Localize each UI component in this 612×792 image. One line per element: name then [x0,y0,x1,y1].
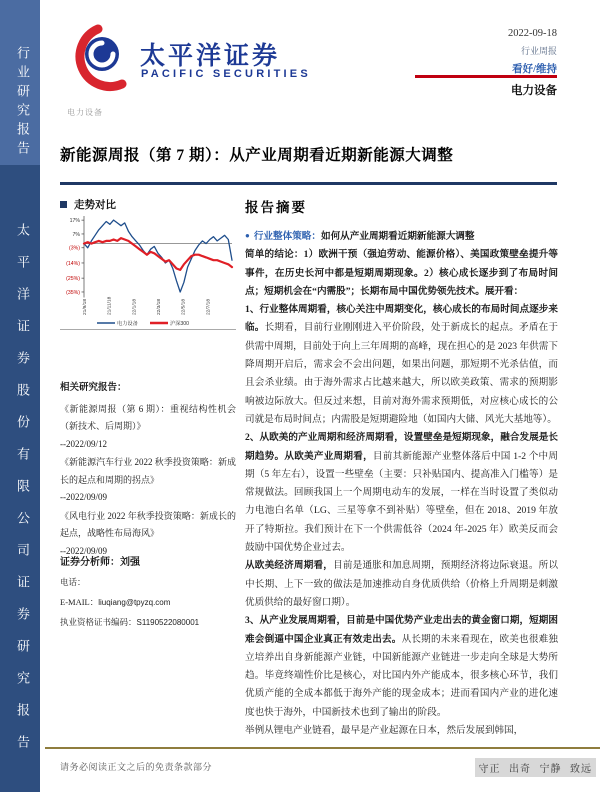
svg-text:21/9/18: 21/9/18 [83,298,88,315]
license-label: 执业资格证书编码： [60,617,137,627]
report-title: 《风电行业 2022 年秋季投资策略：新成长的起点，战略性布局海风》 [60,510,236,538]
svg-text:22/7/18: 22/7/18 [206,298,212,315]
logo-english-name: PACIFIC SECURITIES [141,68,311,80]
chart-divider [60,329,236,330]
svg-text:7%: 7% [72,231,80,238]
left-sidebar [0,0,40,792]
footer-disclaimer: 请务必阅读正文之后的免责条款部分 [60,762,213,772]
license-value: S1190522080001 [136,618,200,627]
phone-label: 电话： [60,577,86,587]
report-type: 行业周报 [520,46,557,56]
report-title: 《新能源周报（第 6 期）：重视结构性机会（新技术、后周期）》 [60,403,236,431]
text-run: 如何从产业周期看近期新能源大调整 [321,231,475,242]
text-run: 长期看，目前行业刚刚进入平价阶段，处于新成长的起点。矛盾在于供需中周期，目前处于向上三年周期的高峰，现在担心的是 2023 年供需下降周期开启后，需求会不会出问题，如果出问题，那短期不光杀估值，而且会杀业绩。由于海外需求占比越来越大，所以欧美政策、需求的预期影响被边际放大。但反过来想，目前对海外需求预期低，对应核心成长的公司就是布局时间点；内需股是短期避险地（如国内大储、风光大基地等）。 [245,322,559,425]
text-run: 从欧美经济周期看， [245,560,334,572]
analyst-phone-row [60,576,236,588]
svg-text:21/11/18: 21/11/18 [107,296,113,315]
report-date: --2022/09/12 [60,438,107,449]
email-label: E-MAIL： [60,597,99,607]
email-value: liuqiang@tpyzq.com [98,598,171,607]
category-label: 电力设备 [67,108,103,117]
svg-text:22/1/18: 22/1/18 [132,298,138,315]
summary-paragraph [245,429,558,557]
page-title: 新能源周报（第 7 期）：从产业周期看近期新能源大调整 [60,147,454,164]
svg-text:电力设备: 电力设备 [117,321,138,327]
summary-paragraph [245,722,558,740]
summary-paragraph [245,301,558,429]
svg-text:22/3/18: 22/3/18 [157,298,162,315]
trend-section-title: 走势对比 [74,200,116,211]
svg-text:17%: 17% [69,217,80,224]
related-reports-heading: 相关研究报告： [60,383,127,393]
text-run: 行业整体策略： [253,231,321,242]
related-reports [60,380,236,561]
title-rule [60,182,557,185]
footer-motto: 守正 出奇 宁静 致远 [475,758,597,777]
svg-text:(14%): (14%) [66,260,80,267]
industry-name: 电力设备 [511,85,557,97]
report-date: --2022/09/09 [60,545,107,556]
rating-underline [415,75,557,78]
svg-text:(35%): (35%) [66,289,80,296]
section-square-bullet [60,201,67,208]
text-run: 目前是通胀和加息周期，预期经济将边际衰退。所以中长期、上下一致的做法是加速推动自身优质供给（价格上升周期是刺激优质供给的最好窗口期）。 [245,560,559,608]
text-run: 2、从欧美的产业周期和经济周期看，设置壁垒是短期现象，融合发展是长期趋势。从欧美产业周期看， [245,432,558,462]
summary-body [245,228,558,740]
sidebar-report-type-label: 行业研究报告 [15,46,30,160]
report-date: 2022-09-18 [508,28,557,39]
text-run: 1、行业整体周期看，核心关注中周期变化，核心成长的布局时间点逐步来临。 [245,304,558,334]
summary-paragraph [245,557,558,612]
sidebar-top-band [0,0,40,165]
summary-paragraph [245,228,558,246]
header-meta [357,28,557,79]
trend-comparison-chart [58,210,238,345]
text-run: 从长期的未来看现在，欧美也很难独立培养出自身新能源产业链，中国新能源产业链进一步走向全球是大势所趋。毕竟终端性价比是核心，对比国内外产能成本，很多核心环节，我们优质产能的全成本都低于海外产能的现金成本；进而看国内产业的进化速度也快于海外，中国新技术也到了输出的阶段。 [245,633,559,718]
svg-text:(25%): (25%) [66,275,80,282]
summary-paragraph [245,246,558,301]
analyst-license-row [60,616,236,628]
rating-badge: 看好/维持 [512,64,557,75]
text-run: 3、从产业发展周期看，目前是中国优势产业走出去的黄金窗口期，短期困难会倒逼中国企业真正有效走出去。 [245,615,558,645]
text-run: 举例从锂电产业链看，最早是产业起源在日本，然后发展到韩国， [245,725,524,737]
analyst-block [60,553,236,636]
related-reports-list [60,401,236,561]
text-run: 目前其新能源产业整体落后中国 1-2 个中周期（5 年左右），设置一些壁垒（主要：只补贴国内、提高准入门槛等）是常规做法。回顾我国上一个周期电动车的发展，一样在当时设置了类似动力电池白名单（LG、三星等拿不到补贴）等壁垒，但在 2018、2019 年放开了特斯拉。我们预计在下一个供需低谷（2024 年-2025 年）欧美反而会鼓励中国优势企业过去。 [245,450,558,554]
report-date: --2022/09/09 [60,492,107,502]
pacific-securities-logo-icon [60,24,132,96]
analyst-heading: 证券分析师：刘强 [60,557,140,568]
analyst-email-row [60,596,236,608]
svg-text:沪深300: 沪深300 [170,321,190,327]
footer-rule [45,747,600,749]
text-run: 简单的结论：1）欧洲干预（强迫劳动、能源价格）、美国政策壁垒提升等事件，在历史长河中都是短期周期现象。2）核心成长逐步到了布局时间点；短期机会在“内需股”；长期布局中国优势领先技术。展开看： [245,249,558,297]
svg-text:(3%): (3%) [69,245,80,252]
logo-chinese-name: 太平洋证券 [140,42,281,70]
sidebar-company-label: 太平洋证券股份有限公司证券研究报告 [15,223,30,767]
summary-heading: 报告摘要 [245,200,307,215]
svg-text:22/5/18: 22/5/18 [181,298,187,315]
summary-paragraph [245,612,558,722]
sidebar-bottom-band [0,165,40,792]
bullet-dot-icon: ● [245,231,250,240]
report-title: 《新能源汽车行业 2022 秋季投资策略：新成长的起点和周期的拐点》 [60,457,236,485]
